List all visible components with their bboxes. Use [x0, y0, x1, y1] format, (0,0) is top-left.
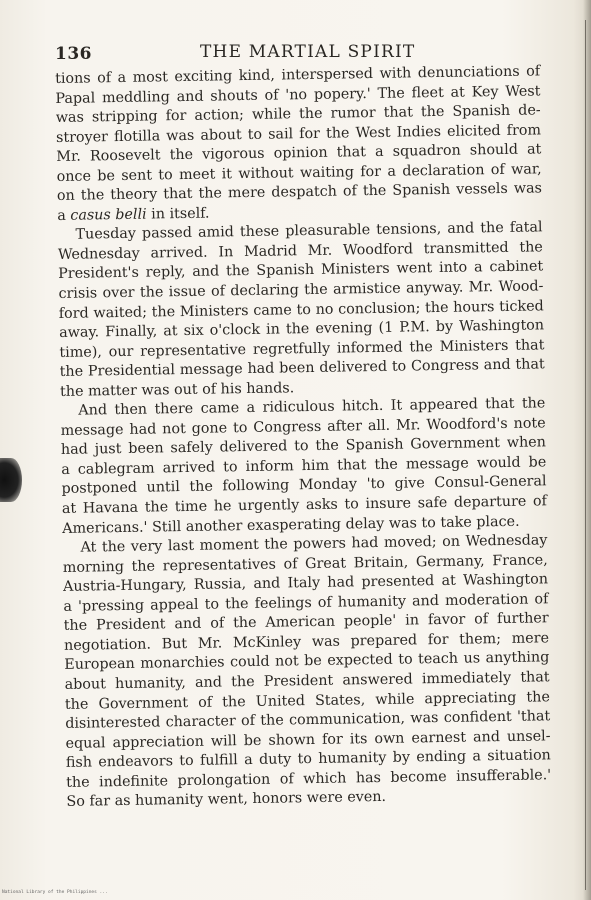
text-line: had just been safely delivered to the Spanish Government when — [60, 434, 547, 459]
text-line: the indefinite prolongation of which has become insufferable.' — [66, 766, 552, 791]
text-line: crisis over the issue of declaring the armistice anyway. Mr. Wood- — [58, 278, 544, 302]
text-line: disinterested character of the communication, was confident 'that — [65, 708, 551, 732]
text-line: Mr. Roosevelt the vigorous opinion that a squadron should at — [56, 141, 542, 166]
text-line: Americans.' Still another exasperating delay was to take place. — [62, 513, 520, 537]
text-line: message had not gone to Congress after all. Mr. Woodford's note — [60, 415, 546, 439]
page-header — [55, 38, 540, 66]
text-line: fish endeavors to fulfill a duty to humanity by ending a situation — [65, 747, 551, 772]
text-line: was stripping for action; while the rumor that the Spanish de- — [55, 102, 541, 127]
page-edge-line — [585, 20, 586, 890]
text-line: stroyer flotilla was about to sail for the West Indies elicited from — [55, 122, 542, 146]
text-line: So far as humanity went, honors were even. — [66, 789, 387, 811]
text-line: away. Finally, at six o'clock in the evening (1 P.M. by Washington — [59, 317, 545, 342]
text-line: morning the representatives of Great Britain, Germany, France, — [62, 551, 548, 576]
paragraph — [62, 531, 551, 812]
text-line: Tuesday passed amid these pleasurable tensions, and the fatal — [75, 219, 543, 244]
text-line: once be sent to meet it without waiting for a declaration of war, — [56, 161, 542, 185]
text-line: negotiation. But Mr. McKinley was prepared for them; mere — [63, 630, 550, 654]
text-line: Austria-Hungary, Russia, and Italy had presented at Washington — [62, 571, 549, 596]
text-line: At the very last moment the powers had moved; on Wednesday — [80, 532, 548, 556]
text-line: a cablegram arrived to inform him that the message would be — [61, 454, 547, 478]
text-line: equal appreciation will be shown for its own earnest and unsel- — [65, 727, 551, 752]
text-line: tions of a most exciting kind, interspersed with denunciations of — [55, 63, 541, 87]
text-line: ford waited; the Ministers came to no conclusion; the hours ticked — [58, 297, 544, 322]
text-line: postponed until the following Monday 'to give Consul-General — [61, 473, 547, 498]
text-line: the matter was out of his hands. — [59, 380, 295, 400]
text-fragment: in itself. — [146, 205, 210, 223]
text-line: European monarchies could not be expected to teach us anything — [64, 649, 550, 674]
body-text — [55, 62, 552, 812]
text-fragment: a — [57, 207, 71, 224]
italic-phrase: casus belli — [70, 206, 147, 224]
text-line: on the theory that the mere despatch of the Spanish vessels was — [56, 180, 543, 205]
paragraph — [60, 395, 547, 539]
page-number: 136 — [55, 44, 92, 64]
paragraph — [57, 219, 545, 403]
scan-footer-note: National Library of the Philippines ... — [2, 890, 108, 895]
text-line: the Government of the United States, while appreciating the — [64, 688, 551, 713]
paragraph — [55, 62, 542, 226]
scan-finger-mark — [0, 458, 22, 502]
text-line: a 'pressing appeal to the feelings of humanity and moderation of — [63, 591, 549, 615]
text-line: at Havana the time he urgently asks to insure safe departure of — [61, 493, 547, 517]
running-title: THE MARTIAL SPIRIT — [200, 42, 416, 62]
text-line: And then there came a ridiculous hitch. It appeared that the — [78, 395, 546, 419]
text-line: the President and of the American people' in favor of further — [63, 610, 549, 635]
text-line: time), our representative regretfully informed the Ministers that — [59, 337, 545, 361]
text-line: about humanity, and the President answered immediately that — [64, 669, 550, 693]
text-line: President's reply, and the Spanish Ministers went into a cabinet — [58, 258, 544, 283]
text-line: Papal meddling and shouts of 'no popery.' The fleet at Key West — [55, 82, 541, 107]
text-line: the Presidential message had been delivered to Congress and that — [59, 356, 545, 381]
text-line: Wednesday arrived. In Madrid Mr. Woodford transmitted the — [57, 239, 543, 263]
